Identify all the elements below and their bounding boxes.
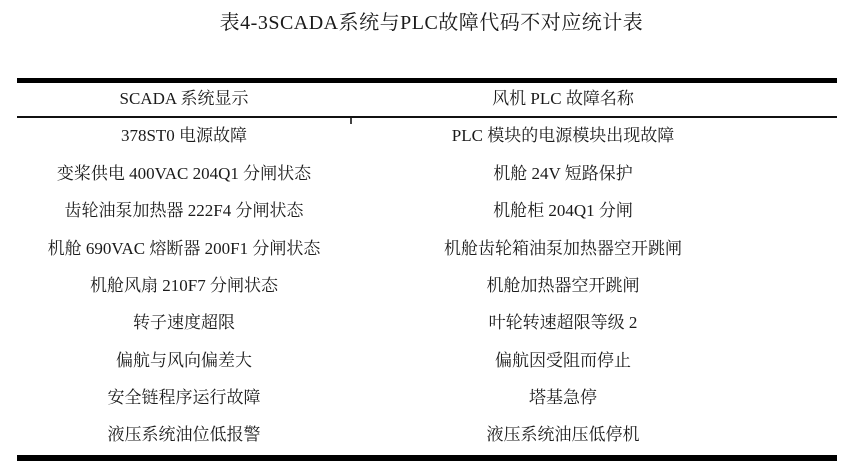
scada-display-cell: 变桨供电 400VAC 204Q1 分闸状态 [56,163,312,183]
table-row [17,268,837,305]
plc-fault-name-cell: 机舱齿轮箱油泵加热器空开跳闸 [444,238,682,258]
scada-display-cell: 机舱风扇 210F7 分闸状态 [90,275,278,295]
table-caption: 表4-3SCADA系统与PLC故障代码不对应统计表 [219,12,644,34]
plc-fault-name-cell: 叶轮转速超限等级 2 [488,313,638,333]
scada-display-cell: 机舱 690VAC 熔断器 200F1 分闸状态 [47,238,321,258]
plc-fault-name-cell: 机舱加热器空开跳闸 [486,275,640,295]
table-row [17,230,837,267]
table-row [17,342,837,379]
column-header-plc-fault-name: 风机 PLC 故障名称 [492,89,634,109]
plc-fault-name-cell: 液压系统油压低停机 [486,425,640,445]
plc-fault-name-cell: 偏航因受阻而停止 [495,350,631,370]
scada-display-cell: 378ST0 电源故障 [120,126,248,146]
plc-fault-name-cell: 塔基急停 [529,388,597,408]
table-row [17,155,837,192]
plc-fault-name-cell: 机舱柜 204Q1 分闸 [493,201,633,221]
table-row [17,417,837,454]
scada-display-cell: 偏航与风向偏差大 [116,350,252,370]
plc-fault-name-cell: PLC 模块的电源模块出现故障 [451,126,675,146]
table-header-row [17,83,837,116]
table-row [17,305,837,342]
scada-display-cell: 齿轮油泵加热器 222F4 分闸状态 [64,201,304,221]
table-bottom-rule [17,455,837,461]
scada-display-cell: 安全链程序运行故障 [107,388,261,408]
scada-display-cell: 液压系统油位低报警 [107,425,261,445]
scada-display-cell: 转子速度超限 [133,313,235,333]
plc-fault-name-cell: 机舱 24V 短路保护 [493,163,633,183]
table-body [17,118,837,455]
column-header-scada-display: SCADA 系统显示 [119,89,249,109]
table-row [17,193,837,230]
table-row [17,118,837,155]
fault-code-table [17,0,837,474]
table-row [17,380,837,417]
